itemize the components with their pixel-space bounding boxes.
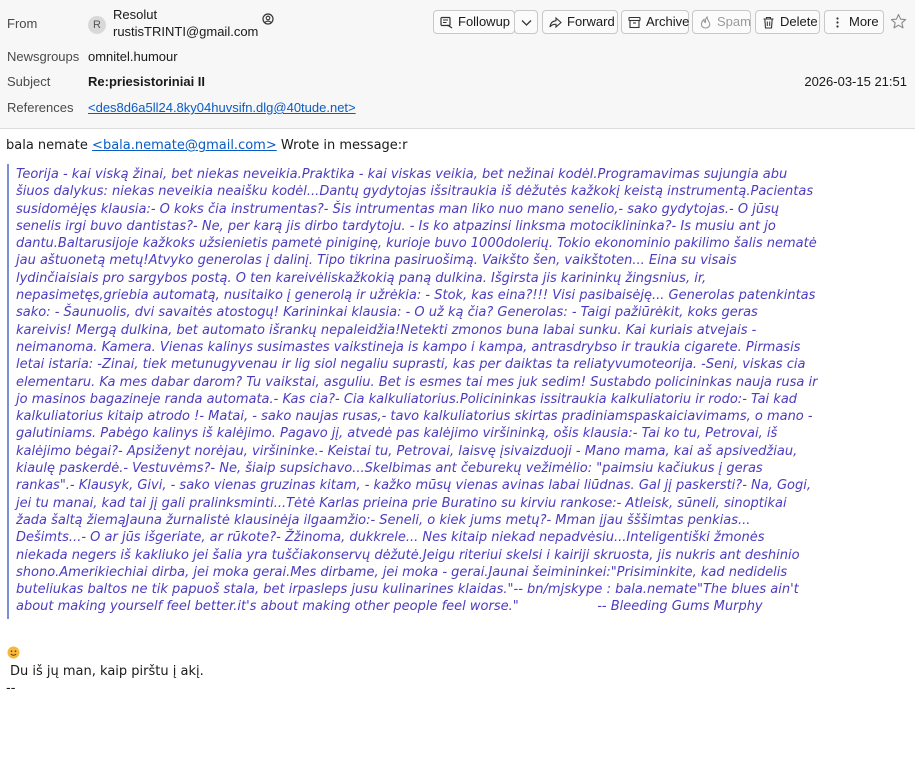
delete-button[interactable] <box>755 10 820 34</box>
attribution-line <box>6 138 408 153</box>
references-link[interactable]: <des8d6a5ll24.8ky04huvsifn.dlg@40tude.net> <box>88 100 356 115</box>
newsgroups-label: Newsgroups <box>7 49 80 64</box>
message-date: 2026-03-15 21:51 <box>804 74 907 89</box>
trash-icon <box>762 16 775 29</box>
delete-label: Delete <box>780 14 818 29</box>
chevron-down-icon <box>520 16 533 29</box>
more-vertical-icon <box>831 16 844 29</box>
subject-value: Re:priesistoriniai II <box>88 74 206 89</box>
attribution-suffix: Wrote in message:r <box>280 138 408 153</box>
flame-icon <box>699 16 712 29</box>
smiley-emoji-icon <box>7 646 20 659</box>
subject-label: Subject <box>7 74 51 89</box>
from-label: From <box>7 16 38 31</box>
spam-label: Spam <box>717 14 751 29</box>
archive-label: Archive <box>646 14 690 29</box>
followup-icon <box>440 16 453 29</box>
archive-button[interactable] <box>621 10 689 34</box>
sender-email[interactable]: rustisTRINTI@gmail.com <box>113 24 259 39</box>
attribution-name: bala nemate <box>6 138 88 153</box>
followup-label: Followup <box>458 14 511 29</box>
references-row <box>0 100 915 120</box>
attribution-email-link[interactable]: <bala.nemate@gmail.com> <box>92 138 277 153</box>
archive-icon <box>628 16 641 29</box>
spam-button[interactable] <box>692 10 751 34</box>
newsgroups-row <box>0 49 915 69</box>
signature-separator: -- <box>6 681 16 696</box>
avatar: R <box>88 16 106 34</box>
message-header <box>0 0 915 129</box>
quoted-text-block <box>7 164 907 619</box>
sender-name[interactable]: Resolut <box>113 7 158 22</box>
signature-text: Du iš jų man, kaip pirštu į akį. <box>10 664 204 679</box>
followup-dropdown-button[interactable] <box>514 10 538 34</box>
forward-button[interactable] <box>542 10 618 34</box>
quoted-text: Teorija - kai viską žinai, bet niekas neveikia.Praktika - kai viskas veikia, bet nežinai kodėl.Programavimas sujungia abu šiuos dalykus: niekas neveikia neaišku kodėl...Dantų gydytojas išsitraukia iš dėžutės kažkokį keistą instrumentą.Pacientas susidomėjęs klausia:- O koks čia instrumentas?- Šis intrumentas man liko nuo mano senelio,- sako gydytojas.- O jūsų senelis irgi buvo dantistas?- Ne, per karą jis dirbo tardytoju. - Is ko atpazinsi linksma motociklininka?- Is musiu ant jo dantu.Baltarusijoje kažkoks užsienietis pametė piniginę, kurioje buvo 1000dolerių. Tokio ekonominio pakilimo šalis nematė jau aštuonetą metų!Atvyko generolas į dalinį. Tipo tikrina pasiruošimą. Vaikšto šen, vaikštoten... Eina su visais lydinčiaisiais pro sargybos postą. O ten kareivėliskažkokią paną dulkina. Išgirsta jis karininkų žingsnius, ir, nepasimetęs,griebia automatą, nusitaiko į generolą ir užrėkia: - Stok, kas eina?!!! Visi pasibaisėję... Generolas patenkintas sako: - Šaunuolis, dvi savaitės atostogų! Karininkai klausia: - O už ką čia? Generolas: - Taigi pažiūrėkit, koks geras kareivis! Mergą dulkina, bet automato išrankų nepaleidžia!Netekti zmonos buna labai sunku. Kai kuriais atvejais - neimanoma. Kamera. Vienas kalinys susimastes vaikstineja is kampo i kampa, antrasdrybso ir traukia cigarete. Pirmasis letai istaria: -Zinai, tiek metunugyvenau ir lig siol negaliu suprasti, kas per daiktas ta reliatyvumoteorija. -Seni, viskas cia elementaru. Ka mes dabar darom? Tu vaikstai, asguliu. Bet is esmes tai mes juk sedim! Sustabdo policininkas nauja rusa ir jo masinos bagazineje randa automata.- Kas cia?- Cia kalkuliatorius.Policininkas issitraukia kalkuliatoriu ir rodo:- Tai kad kalkuliatorius kitaip atrodo !- Matai, - sako naujas rusas,- tavo kalkuliatorius skirtas pradiniamspaskaiciavimams, o mano - galutiniams. Pabėgo kalinys iš kalėjimo. Pagavo jį, atvedė pas kalėjimo viršininką, ošis klausia:- Tai ko tu, Petrovai, iš kalėjimo bėgai?- Apsiženyt norėjau, viršininke.- Keistai tu, Petrovai, laisvę įsivaizduoji - Mano mama, kai aš apsivedžiau, kiaulę paskerdė.- Vestuvėms?- Ne, šiaip supsichavo...Skelbimas ant čeburekų vežimėlio: "paimsiu kačiukus į geras rankas".- Klausyk, Givi, - sako vienas gruzinas kitam, - kažko mūsų vienas avinas labai liūdnas. Gal jį paskersti?- Na, Gogi, jei tu manai, kad tai jį gali pralinksminti...Tėtė Karlas prieina prie Buratino su kirviu rankose:- Atleisk, sūneli, sinoptikai žada šaltą žiemąJauna žurnalistė klausinėja ilgaamžio:- Seneli, o kiek jums metų?- Mman įjau šššimtas penkias... Dešimts...- O ar jūs išgeriate, ar rūkote?- Žžinoma, dukkrele... Nes kitaip niekad nepadvėsiu...Inteligentiški žmonės niekada negers iš kakliuko jei šalia yra tuščiakonservų dėžutė.Jeigu riteriui skelsi i kairiji skruosta, jis nukris ant deshinio shono.Amerikiechiai dirba, jei moka gerai.Mes dirbame, jei moka - gerai.Jaunai šeimininkei:"Prisiminkite, kad nedidelis buteliukas baltos ne tik papuoš stala, bet irpasleps jusu kulinarines klaidas."-- bn/mjskype : bala.nemate"The blues ain't about making yourself feel better.it's about making other people feel worse." -- Bleeding Gums Murphy <box>16 167 818 615</box>
followup-button[interactable] <box>433 10 515 34</box>
references-label: References <box>7 100 74 115</box>
more-label: More <box>849 14 879 29</box>
star-icon[interactable] <box>890 13 907 30</box>
forward-icon <box>549 16 562 29</box>
more-button[interactable] <box>824 10 884 34</box>
forward-label: Forward <box>567 14 615 29</box>
subject-row <box>0 74 915 94</box>
newsgroups-value: omnitel.humour <box>88 49 178 64</box>
address-book-icon[interactable] <box>262 13 274 25</box>
